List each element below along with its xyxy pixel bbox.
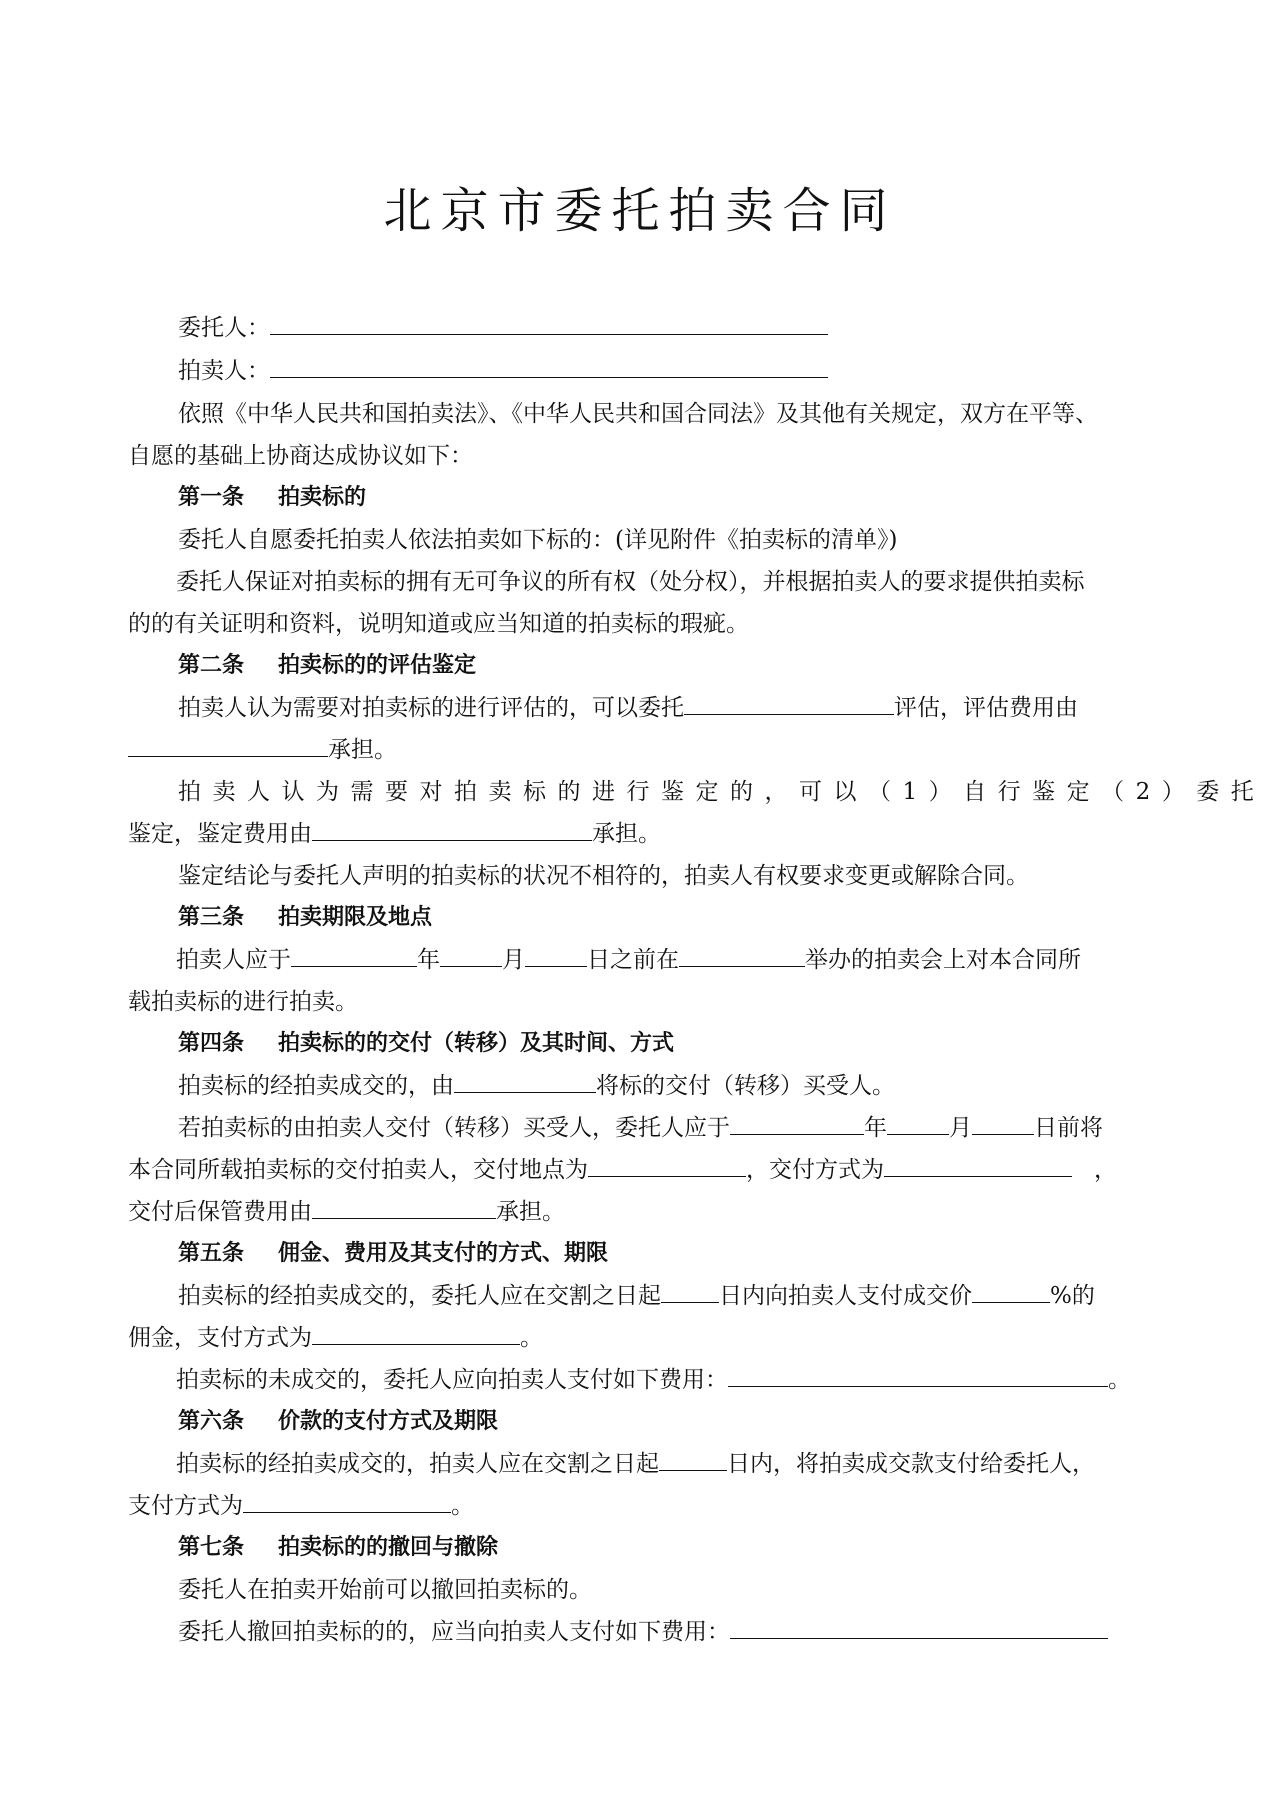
article-2-para-2-line-2	[128, 818, 1160, 850]
article-3-heading	[128, 902, 1160, 934]
article-7-para-2	[128, 1616, 1160, 1648]
text-span: 若拍卖标的由拍卖人交付（转移）买受人，委托人应于	[178, 1115, 730, 1141]
article-3-para-1-line-1	[128, 944, 1160, 976]
preamble-line-1: 依照《中华人民共和国拍卖法》、《中华人民共和国合同法》及其他有关规定，双方在平等、	[178, 401, 1098, 427]
text-span: 月	[502, 947, 525, 973]
article-6-heading	[128, 1406, 1160, 1438]
delivery-year-blank[interactable]	[730, 1112, 864, 1135]
text-span: 鉴定，鉴定费用由	[128, 821, 312, 847]
text-span: 拍卖标的经拍卖成交的，委托人应在交割之日起	[178, 1283, 661, 1309]
text-span: 年	[864, 1115, 887, 1141]
appraiser-blank[interactable]	[684, 692, 894, 715]
auction-year-blank[interactable]	[291, 944, 417, 967]
text-span: 承担。	[328, 737, 397, 763]
article-4-para-2-line-2	[128, 1154, 1160, 1186]
article-5-para-2	[128, 1364, 1160, 1396]
article-2-number: 第二条	[178, 653, 245, 678]
commission-rate-blank[interactable]	[972, 1280, 1050, 1303]
text-span: 拍卖标的经拍卖成交的，由	[178, 1073, 454, 1099]
article-2-para-1-line-2	[128, 734, 1160, 766]
text-span: 年	[417, 947, 440, 973]
text-span: 日内向拍卖人支付成交价	[719, 1283, 972, 1309]
delivery-place-blank[interactable]	[588, 1154, 746, 1177]
text-span: 拍卖标的经拍卖成交的，拍卖人应在交割之日起	[176, 1451, 659, 1477]
article-1-heading	[128, 482, 1160, 514]
text-span: 评估，评估费用由	[894, 695, 1078, 721]
text-span: ，	[1094, 1157, 1117, 1183]
article-6-title: 价款的支付方式及期限	[278, 1409, 499, 1434]
article-5-heading	[128, 1238, 1160, 1270]
article-7-number: 第七条	[178, 1535, 245, 1560]
article-3-number: 第三条	[178, 905, 245, 930]
identification-fee-payer-blank[interactable]	[312, 818, 592, 841]
text-span: 日内，将拍卖成交款支付给委托人，	[727, 1451, 1095, 1477]
consignor-blank[interactable]	[270, 312, 828, 335]
text-span: 。	[1108, 1367, 1131, 1393]
text-span: 日前将	[1034, 1115, 1103, 1141]
auctioneer-blank[interactable]	[270, 355, 828, 378]
text-span: 佣金，支付方式为	[128, 1325, 312, 1351]
text-span: %的	[1050, 1283, 1095, 1309]
preamble-line-2: 自愿的基础上协商达成协议如下：	[128, 443, 473, 469]
text-span: 举办的拍卖会上对本合同所	[805, 947, 1081, 973]
article-1-para-2-line-2: 的的有关证明和资料，说明知道或应当知道的拍卖标的瑕疵。	[128, 611, 749, 637]
article-6-number: 第六条	[178, 1409, 245, 1434]
article-1-number: 第一条	[178, 485, 245, 510]
article-4-number: 第四条	[178, 1031, 245, 1056]
text-span: 本合同所载拍卖标的交付拍卖人，交付地点为	[128, 1157, 588, 1183]
article-1-title: 拍卖标的	[278, 485, 367, 510]
article-2-heading	[128, 650, 1160, 682]
text-span: 拍卖人认为需要对拍卖标的进行评估的，可以委托	[178, 695, 684, 721]
text-span: 月	[949, 1115, 972, 1141]
article-5-title: 佣金、费用及其支付的方式、期限	[278, 1241, 609, 1266]
commission-payment-method-blank[interactable]	[312, 1322, 520, 1345]
payment-days-blank[interactable]	[659, 1448, 727, 1471]
article-4-para-2-line-1	[128, 1112, 1160, 1144]
article-3-title: 拍卖期限及地点	[278, 905, 433, 930]
storage-fee-payer-blank[interactable]	[312, 1196, 496, 1219]
proceeds-payment-method-blank[interactable]	[243, 1490, 451, 1513]
auction-day-blank[interactable]	[525, 944, 587, 967]
text-span: 拍卖人应于	[176, 947, 291, 973]
text-span: 支付方式为	[128, 1493, 243, 1519]
delivery-method-blank[interactable]	[884, 1154, 1072, 1177]
article-4-para-1	[128, 1070, 1160, 1102]
consignor-label: 委托人：	[178, 315, 270, 341]
article-2-title: 拍卖标的的评估鉴定	[278, 653, 477, 678]
article-5-para-1-line-1	[128, 1280, 1160, 1312]
document-title: 北京市委托拍卖合同	[383, 183, 897, 239]
auctioneer-line	[128, 355, 1210, 387]
auction-month-blank[interactable]	[440, 944, 502, 967]
article-7-para-1: 委托人在拍卖开始前可以撤回拍卖标的。	[178, 1577, 592, 1603]
text-span: ，交付方式为	[746, 1157, 884, 1183]
article-7-title: 拍卖标的的撤回与撤除	[278, 1535, 499, 1560]
text-span: 日之前在	[587, 947, 679, 973]
commission-days-blank[interactable]	[661, 1280, 719, 1303]
text-span: 。	[520, 1325, 543, 1351]
article-6-para-1-line-2	[128, 1490, 1160, 1522]
delivery-party-blank[interactable]	[454, 1070, 596, 1093]
article-1-para-2-line-1: 委托人保证对拍卖标的拥有无可争议的所有权（处分权），并根据拍卖人的要求提供拍卖标	[176, 569, 1085, 595]
article-7-heading	[128, 1532, 1160, 1564]
article-4-para-2-line-3	[128, 1196, 1160, 1228]
unsold-fees-blank[interactable]	[728, 1364, 1108, 1387]
article-4-title: 拍卖标的的交付（转移）及其时间、方式	[278, 1031, 675, 1056]
article-4-heading	[128, 1028, 1160, 1060]
text-span: 承担。	[496, 1199, 565, 1225]
text-span: 将标的交付（转移）买受人。	[596, 1073, 895, 1099]
withdrawal-fees-blank[interactable]	[730, 1616, 1108, 1639]
delivery-month-blank[interactable]	[887, 1112, 949, 1135]
article-2-para-2-line-1: 拍卖人认为需要对拍卖标的进行鉴定的，可以（1）自行鉴定（2）委托	[178, 779, 1266, 805]
article-2-para-3: 鉴定结论与委托人声明的拍卖标的状况不相符的，拍卖人有权要求变更或解除合同。	[178, 863, 1029, 889]
appraisal-fee-payer-blank[interactable]	[128, 734, 328, 757]
article-5-para-1-line-2	[128, 1322, 1160, 1354]
delivery-day-blank[interactable]	[972, 1112, 1034, 1135]
article-1-para-1: 委托人自愿委托拍卖人依法拍卖如下标的：(详见附件《拍卖标的清单》)	[178, 527, 898, 553]
text-span: 拍卖标的未成交的，委托人应向拍卖人支付如下费用：	[176, 1367, 728, 1393]
auctioneer-label: 拍卖人：	[178, 358, 270, 384]
article-6-para-1-line-1	[128, 1448, 1160, 1480]
text-span: 交付后保管费用由	[128, 1199, 312, 1225]
text-span: 。	[451, 1493, 474, 1519]
article-3-para-1-line-2: 载拍卖标的进行拍卖。	[128, 989, 358, 1015]
article-2-para-1-line-1	[128, 692, 1160, 724]
auction-location-blank[interactable]	[679, 944, 805, 967]
article-5-number: 第五条	[178, 1241, 245, 1266]
text-span: 委托人撤回拍卖标的的，应当向拍卖人支付如下费用：	[178, 1619, 730, 1645]
text-span: 承担。	[592, 821, 661, 847]
consignor-line	[128, 312, 1210, 344]
